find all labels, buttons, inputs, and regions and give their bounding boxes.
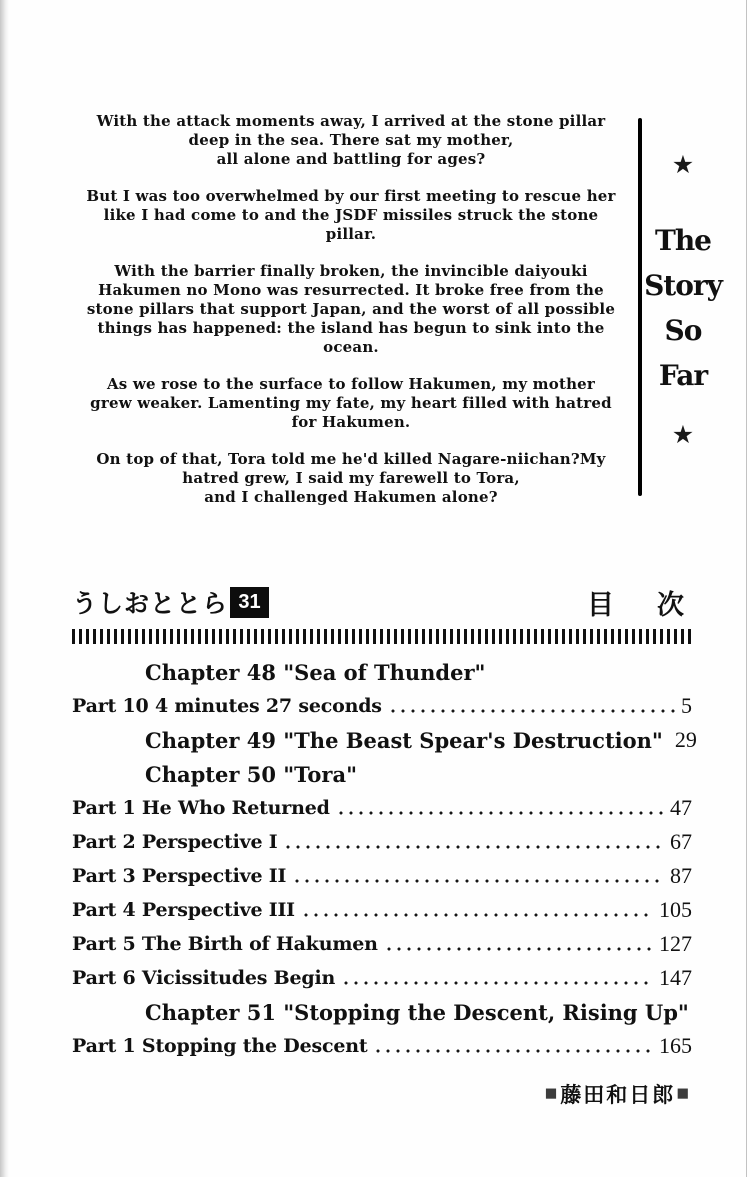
synopsis-paragraph: [75, 450, 627, 507]
heading-word: Far: [658, 359, 708, 392]
story-so-far-sidebar: [643, 150, 723, 450]
toc-entry-part: [72, 689, 692, 723]
toc-entry-chapter: [72, 655, 692, 689]
synopsis-paragraph: [75, 112, 627, 169]
toc-entry-part: [72, 927, 692, 961]
toc-entry-chapter: [72, 723, 697, 757]
part-label: Part 10 4 minutes 27 seconds: [72, 695, 382, 717]
dot-leader: [283, 842, 664, 852]
synopsis-line: With the barrier finally broken, the invincible daiyouki: [114, 262, 588, 280]
chapter-label: Chapter 49 "The Beast Spear's Destruction": [145, 727, 663, 753]
dot-leader: [341, 978, 653, 988]
chapter-label: Chapter 51 "Stopping the Descent, Rising Up": [145, 999, 689, 1025]
synopsis-line: With the attack moments away, I arrived at the stone pillar: [96, 112, 606, 130]
contents-label: 目 次: [587, 589, 692, 620]
sidebar-divider-rule: [638, 118, 642, 496]
synopsis-line: for Hakumen.: [291, 413, 411, 431]
series-title: うしおととら: [72, 590, 229, 618]
page-number: 67: [670, 829, 692, 854]
synopsis-line: hatred grew, I said my farewell to Tora,: [182, 469, 520, 487]
synopsis-line: deep in the sea. There sat my mother,: [188, 131, 514, 149]
synopsis-line: things has happened: the island has begun to sink into the: [97, 319, 605, 337]
author-credit: [72, 1079, 692, 1109]
heading-word: So: [664, 314, 702, 347]
part-label: Part 1 Stopping the Descent: [72, 1035, 368, 1057]
synopsis-paragraph: [75, 187, 627, 244]
toc-entry-part: [72, 1029, 692, 1063]
synopsis-line: Hakumen no Mono was resurrected. It broke free from the: [98, 281, 604, 299]
square-decoration-icon: ■: [676, 1082, 691, 1105]
toc-entry-part: [72, 961, 692, 995]
story-synopsis: [75, 112, 627, 525]
synopsis-line: all alone and battling for ages?: [216, 150, 486, 168]
part-label: Part 5 The Birth of Hakumen: [72, 933, 378, 955]
page-number: 105: [659, 897, 692, 922]
toc-entry-chapter: [72, 995, 692, 1029]
part-label: Part 3 Perspective II: [72, 865, 287, 887]
table-of-contents: [72, 584, 697, 1109]
author-name: 藤田和日郎: [560, 1084, 676, 1107]
synopsis-line: pillar.: [325, 225, 377, 243]
dot-leader: [373, 1046, 653, 1056]
toc-rows: [72, 655, 697, 1063]
synopsis-line: On top of that, Tora told me he'd killed Nagare-niichan?My: [96, 450, 606, 468]
toc-entry-part: [72, 791, 692, 825]
scan-edge-left: [0, 0, 9, 1177]
heading-word: The: [654, 224, 711, 257]
synopsis-line: like I had come to and the JSDF missiles struck the stone: [103, 206, 599, 224]
dot-leader: [384, 944, 653, 954]
page-number: 87: [670, 863, 692, 888]
synopsis-line: As we rose to the surface to follow Hakumen, my mother: [106, 375, 596, 393]
star-icon: ★: [671, 150, 695, 179]
volume-number-badge: 31: [230, 587, 269, 618]
dot-leader: [336, 808, 664, 818]
square-decoration-icon: ■: [544, 1082, 560, 1105]
toc-entry-part: [72, 825, 692, 859]
dot-leader: [388, 706, 675, 716]
part-label: Part 2 Perspective I: [72, 831, 278, 853]
part-label: Part 4 Perspective III: [72, 899, 295, 921]
synopsis-paragraph: [75, 375, 627, 432]
heading-word: Story: [644, 269, 722, 302]
synopsis-line: ocean.: [323, 338, 379, 356]
page-number: 47: [670, 795, 692, 820]
toc-entry-part: [72, 859, 692, 893]
synopsis-line: But I was too overwhelmed by our first meeting to rescue her: [86, 187, 616, 205]
part-label: Part 1 He Who Returned: [72, 797, 330, 819]
striped-divider-bar: [72, 629, 692, 644]
toc-header: [72, 584, 692, 620]
page-number: 5: [681, 693, 692, 718]
page-number: 29: [674, 727, 697, 752]
synopsis-line: grew weaker. Lamenting my fate, my heart filled with hatred: [90, 394, 612, 412]
toc-entry-part: [72, 893, 692, 927]
star-icon: ★: [671, 420, 695, 449]
chapter-label: Chapter 50 "Tora": [145, 761, 358, 787]
page-number: 165: [659, 1033, 692, 1058]
toc-entry-chapter: [72, 757, 692, 791]
part-label: Part 6 Vicissitudes Begin: [72, 967, 336, 989]
synopsis-line: and I challenged Hakumen alone?: [204, 488, 498, 506]
scan-edge-right: [746, 0, 747, 1177]
story-so-far-heading: [643, 218, 723, 398]
synopsis-line: stone pillars that support Japan, and the worst of all possible: [86, 300, 616, 318]
page-number: 147: [659, 965, 692, 990]
series-title-group: [72, 584, 269, 620]
page-number: 127: [659, 931, 692, 956]
dot-leader: [301, 910, 653, 920]
chapter-label: Chapter 48 "Sea of Thunder": [145, 659, 486, 685]
synopsis-paragraph: [75, 262, 627, 357]
dot-leader: [292, 876, 664, 886]
